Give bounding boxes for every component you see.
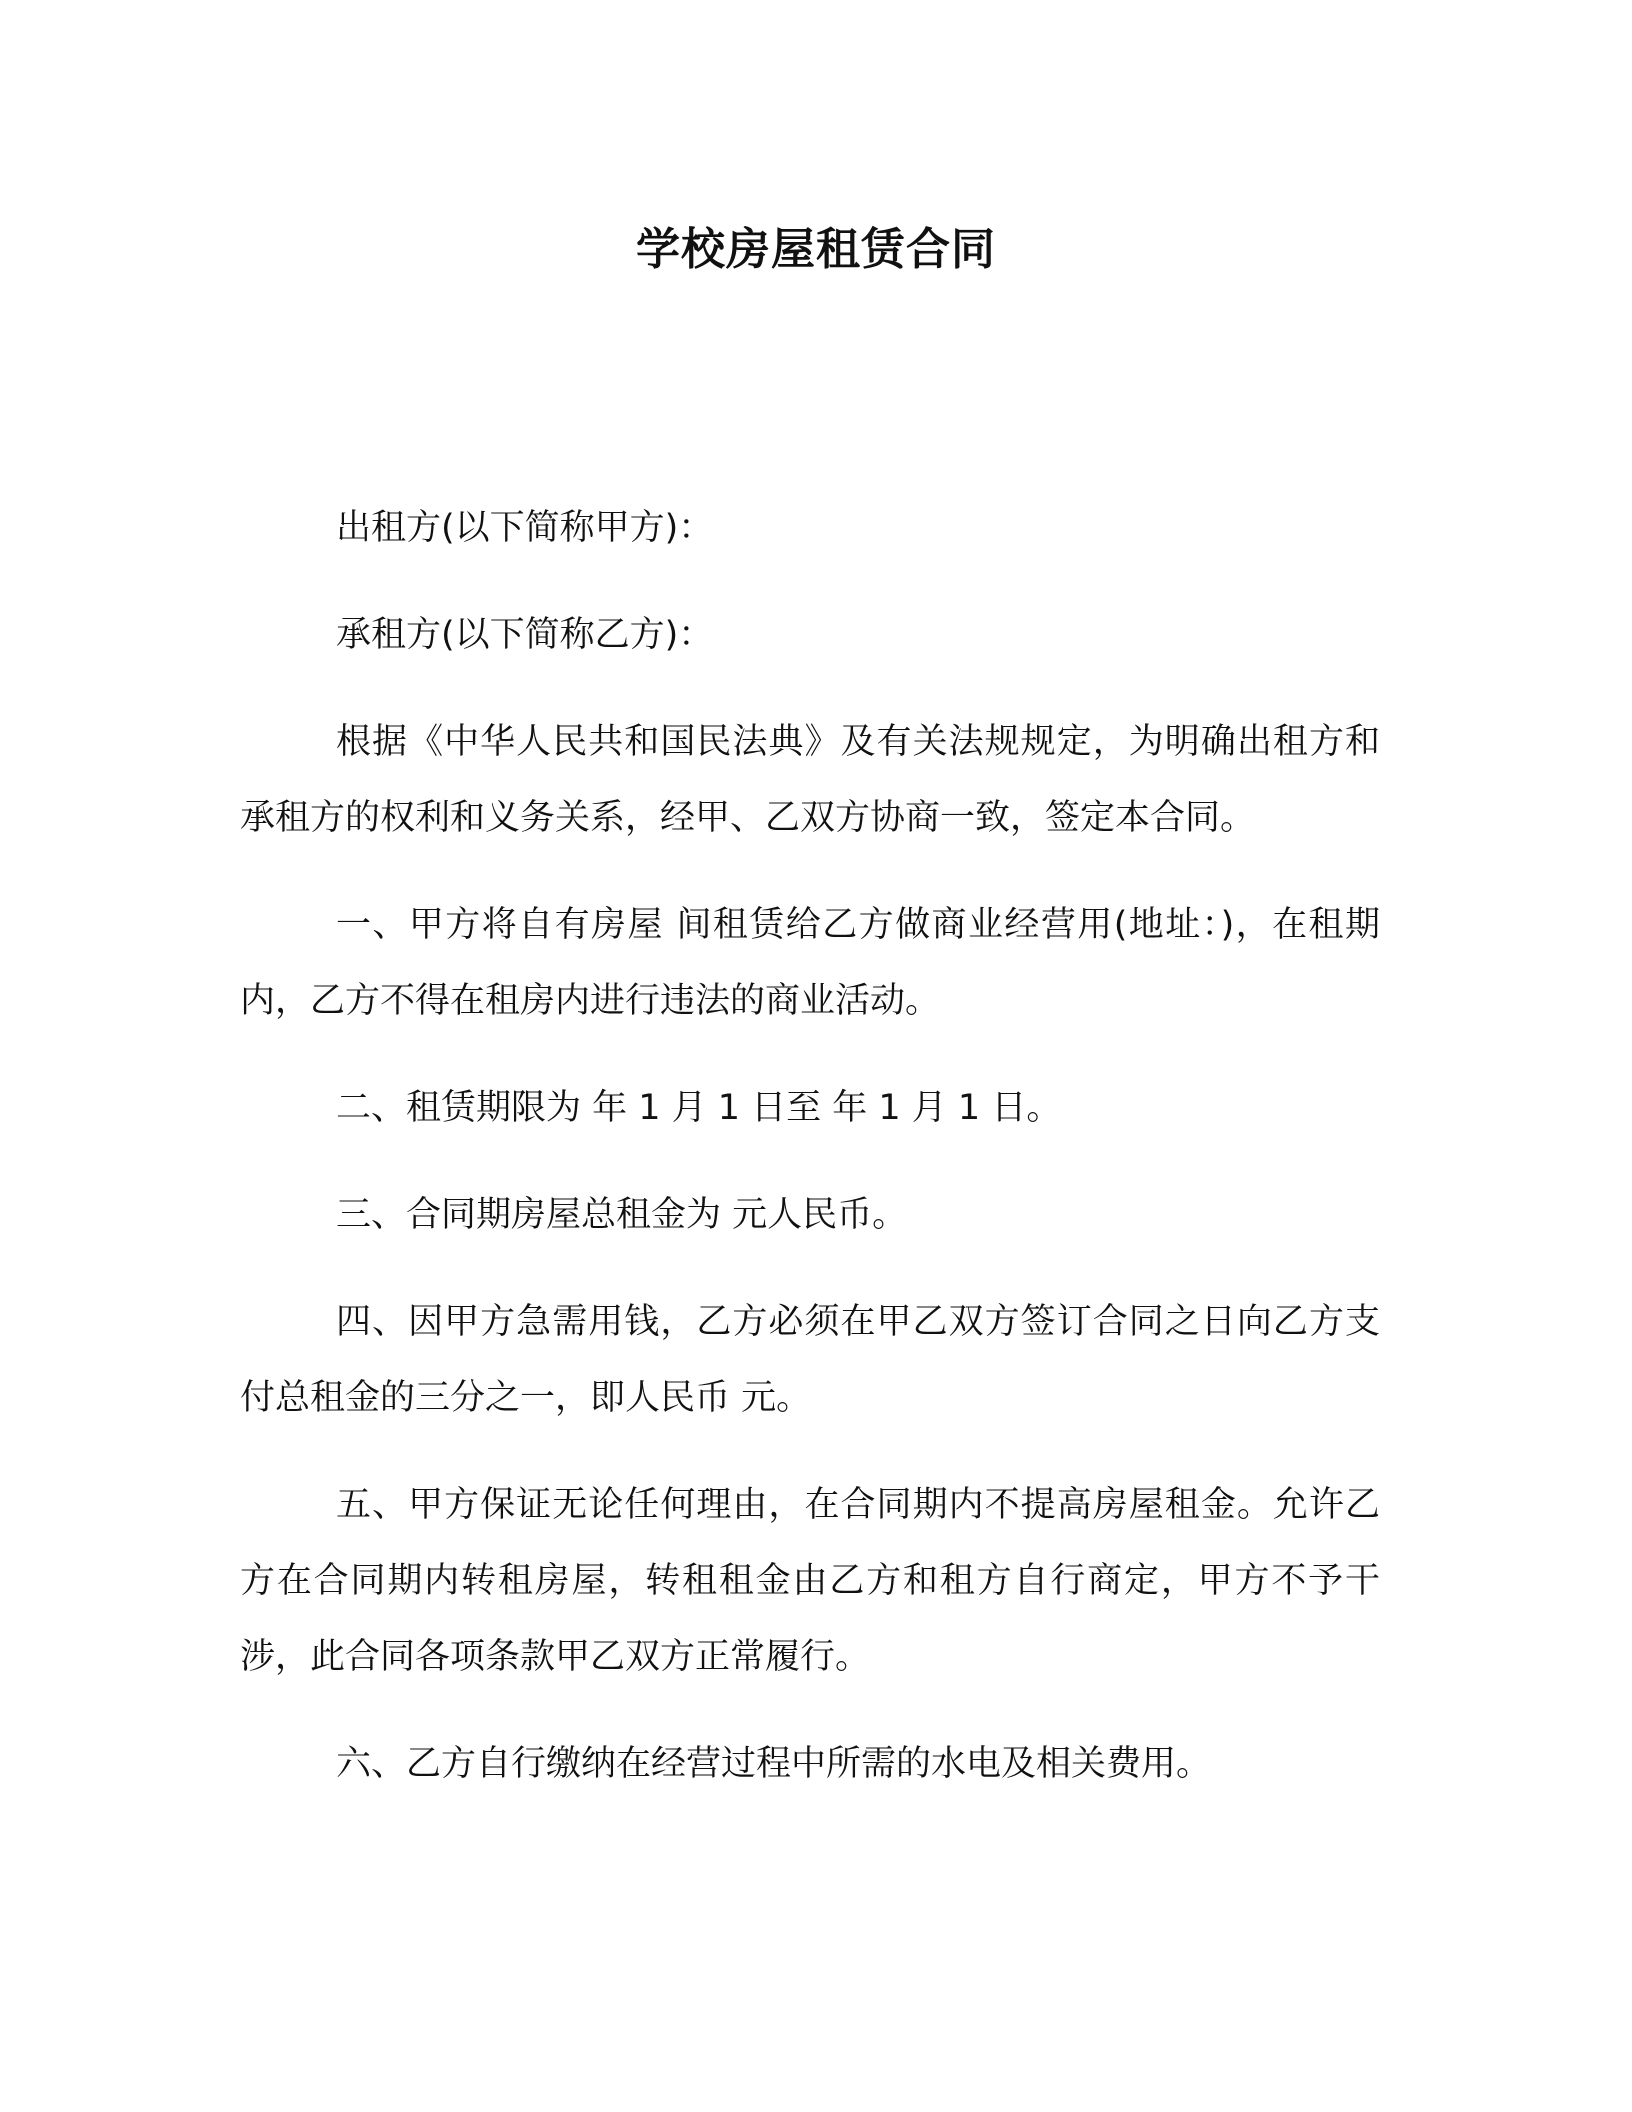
- clause-3: 三、合同期房屋总租金为 元人民币。: [336, 1195, 908, 1235]
- clause-6: 六、乙方自行缴纳在经营过程中所需的水电及相关费用。: [336, 1744, 1212, 1784]
- clause-5: 五、甲方保证无论任何理由，在合同期内不提高房屋租金。允许乙方在合同期内转租房屋，转租租金由乙方和租方自行商定，甲方不予干涉，此合同各项条款甲乙双方正常履行。: [240, 1485, 1380, 1677]
- document-title: 学校房屋租赁合同: [636, 224, 996, 275]
- clause-4: 四、因甲方急需用钱，乙方必须在甲乙双方签订合同之日向乙方支付总租金的三分之一，即人民币 元。: [240, 1302, 1380, 1418]
- preamble-paragraph: 根据《中华人民共和国民法典》及有关法规规定，为明确出租方和承租方的权利和义务关系，经甲、乙双方协商一致，签定本合同。: [240, 722, 1380, 838]
- clause-1: 一、甲方将自有房屋 间租赁给乙方做商业经营用(地址：)，在租期内，乙方不得在租房内进行违法的商业活动。: [240, 905, 1380, 1021]
- document-body: [240, 490, 1380, 1833]
- clause-2: 二、租赁期限为 年 1 月 1 日至 年 1 月 1 日。: [336, 1088, 1062, 1128]
- party-a-line: 出租方(以下简称甲方)：: [336, 508, 714, 548]
- party-b-line: 承租方(以下简称乙方)：: [336, 615, 714, 655]
